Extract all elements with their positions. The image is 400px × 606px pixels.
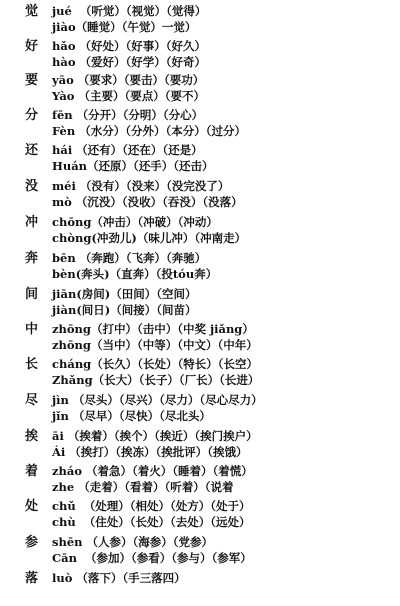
entry-character: 挨	[25, 429, 39, 444]
reading-line-2: Cān （参加）（参看）（参与）（参军）	[52, 551, 252, 565]
reading-line-2: Yào （主要）（要点）（要不）	[52, 89, 205, 103]
character-entry	[0, 72, 400, 108]
reading-line-1: āi （挨着）（挨个）（挨近）（挨门挨户）	[52, 429, 258, 443]
entry-character: 间	[25, 287, 39, 302]
character-entry	[0, 356, 400, 392]
character-entry	[0, 38, 400, 74]
character-entry	[0, 534, 400, 570]
reading-line-2: Fèn （水分）（分外）（本分）（过分）	[52, 124, 246, 138]
reading-line-2: zhōng（当中）（中等）（中文）（中年）	[52, 338, 258, 352]
character-entry	[0, 178, 400, 214]
reading-line-2: jiàn(间日)（间接）（间苗）	[52, 303, 197, 317]
character-entry	[0, 428, 400, 464]
reading-line-2: Huán（还原）（还手）（还击）	[52, 159, 214, 173]
reading-line-2: chòng(冲劲儿)（味儿冲）（冲南走）	[52, 231, 247, 245]
entry-character: 参	[25, 535, 39, 550]
reading-line-1: bēn （奔跑）（飞奔）（奔驰）	[52, 251, 207, 265]
entry-character: 还	[25, 143, 39, 158]
reading-line-1: zháo （着急）（着火）（睡着）（着慌）	[52, 464, 253, 478]
reading-line-1: shēn （人参）（海参）（党参）	[52, 535, 214, 549]
reading-line-1: fēn （分开）（分明）（分心）	[52, 108, 204, 122]
reading-line-1: hái （还有）（还在）（还是）	[52, 143, 203, 157]
reading-line-2: jiào（睡觉）（午觉）一觉）	[52, 20, 197, 34]
reading-line-1: jiān(房间)（田间）（空间）	[52, 287, 197, 301]
entry-character: 处	[25, 499, 39, 514]
reading-line-2: chù （住处）（长处）（去处）（远处）	[52, 515, 251, 529]
entry-character: 好	[25, 39, 39, 54]
entry-character: 冲	[25, 215, 39, 230]
character-entry	[0, 250, 400, 286]
character-entry	[0, 392, 400, 428]
entry-character: 中	[25, 322, 39, 337]
entry-character: 尽	[25, 393, 39, 408]
reading-line-1: luò （落下）（手三落四）	[52, 571, 186, 585]
entry-character: 长	[25, 357, 39, 372]
reading-line-1: jué （听觉）（视觉）（觉得）	[52, 4, 207, 18]
reading-line-1: yāo （要求）（要击）（要功）	[52, 73, 205, 87]
reading-line-2: jǐn （尽早）（尽快）（尽北头）	[52, 409, 211, 423]
entry-character: 要	[25, 73, 39, 88]
character-entry	[0, 463, 400, 499]
reading-line-1: cháng（长久）（长处）（特长）（长空）	[52, 357, 258, 371]
character-entry	[0, 321, 400, 357]
entry-character: 着	[25, 464, 39, 479]
entry-character: 奔	[25, 251, 39, 266]
entry-character: 分	[25, 108, 39, 123]
character-entry	[0, 107, 400, 143]
reading-line-2: mò （沉没）（没收）（吞没）（没落）	[52, 195, 243, 209]
character-entry	[0, 286, 400, 322]
entry-character: 觉	[25, 4, 39, 19]
reading-line-2: bèn(奔头)（直奔）（投tóu奔）	[52, 267, 218, 281]
reading-line-1: méi （没有）（没来）（没完没了）	[52, 179, 230, 193]
character-entry	[0, 214, 400, 250]
reading-line-2: zhe （走着）（看着）（听着）（说着	[52, 480, 234, 494]
reading-line-1: zhōng（打中）（击中）（中奖 jiǎng）	[52, 322, 254, 336]
character-entry	[0, 498, 400, 534]
entry-character: 没	[25, 179, 39, 194]
reading-line-1: chōng（冲击）（冲破）（冲动）	[52, 215, 218, 229]
entry-character: 落	[25, 571, 39, 586]
reading-line-2: Ái （挨打）（挨冻）（挨批评）（挨饿）	[52, 445, 248, 459]
reading-line-2: Zhǎng（长大）（长子）（厂长）（长进）	[52, 373, 260, 387]
reading-line-1: chǔ （处理）（相处）（处方）（处于）	[52, 499, 251, 513]
reading-line-1: jìn （尽头）（尽兴）（尽力）（尽心尽力）	[52, 393, 263, 407]
character-entry	[0, 570, 400, 606]
reading-line-1: hǎo （好处）（好事）（好久）	[52, 39, 206, 53]
reading-line-2: hào （爱好）（好学）（好奇）	[52, 55, 206, 69]
character-entry	[0, 3, 400, 39]
character-entry	[0, 142, 400, 178]
